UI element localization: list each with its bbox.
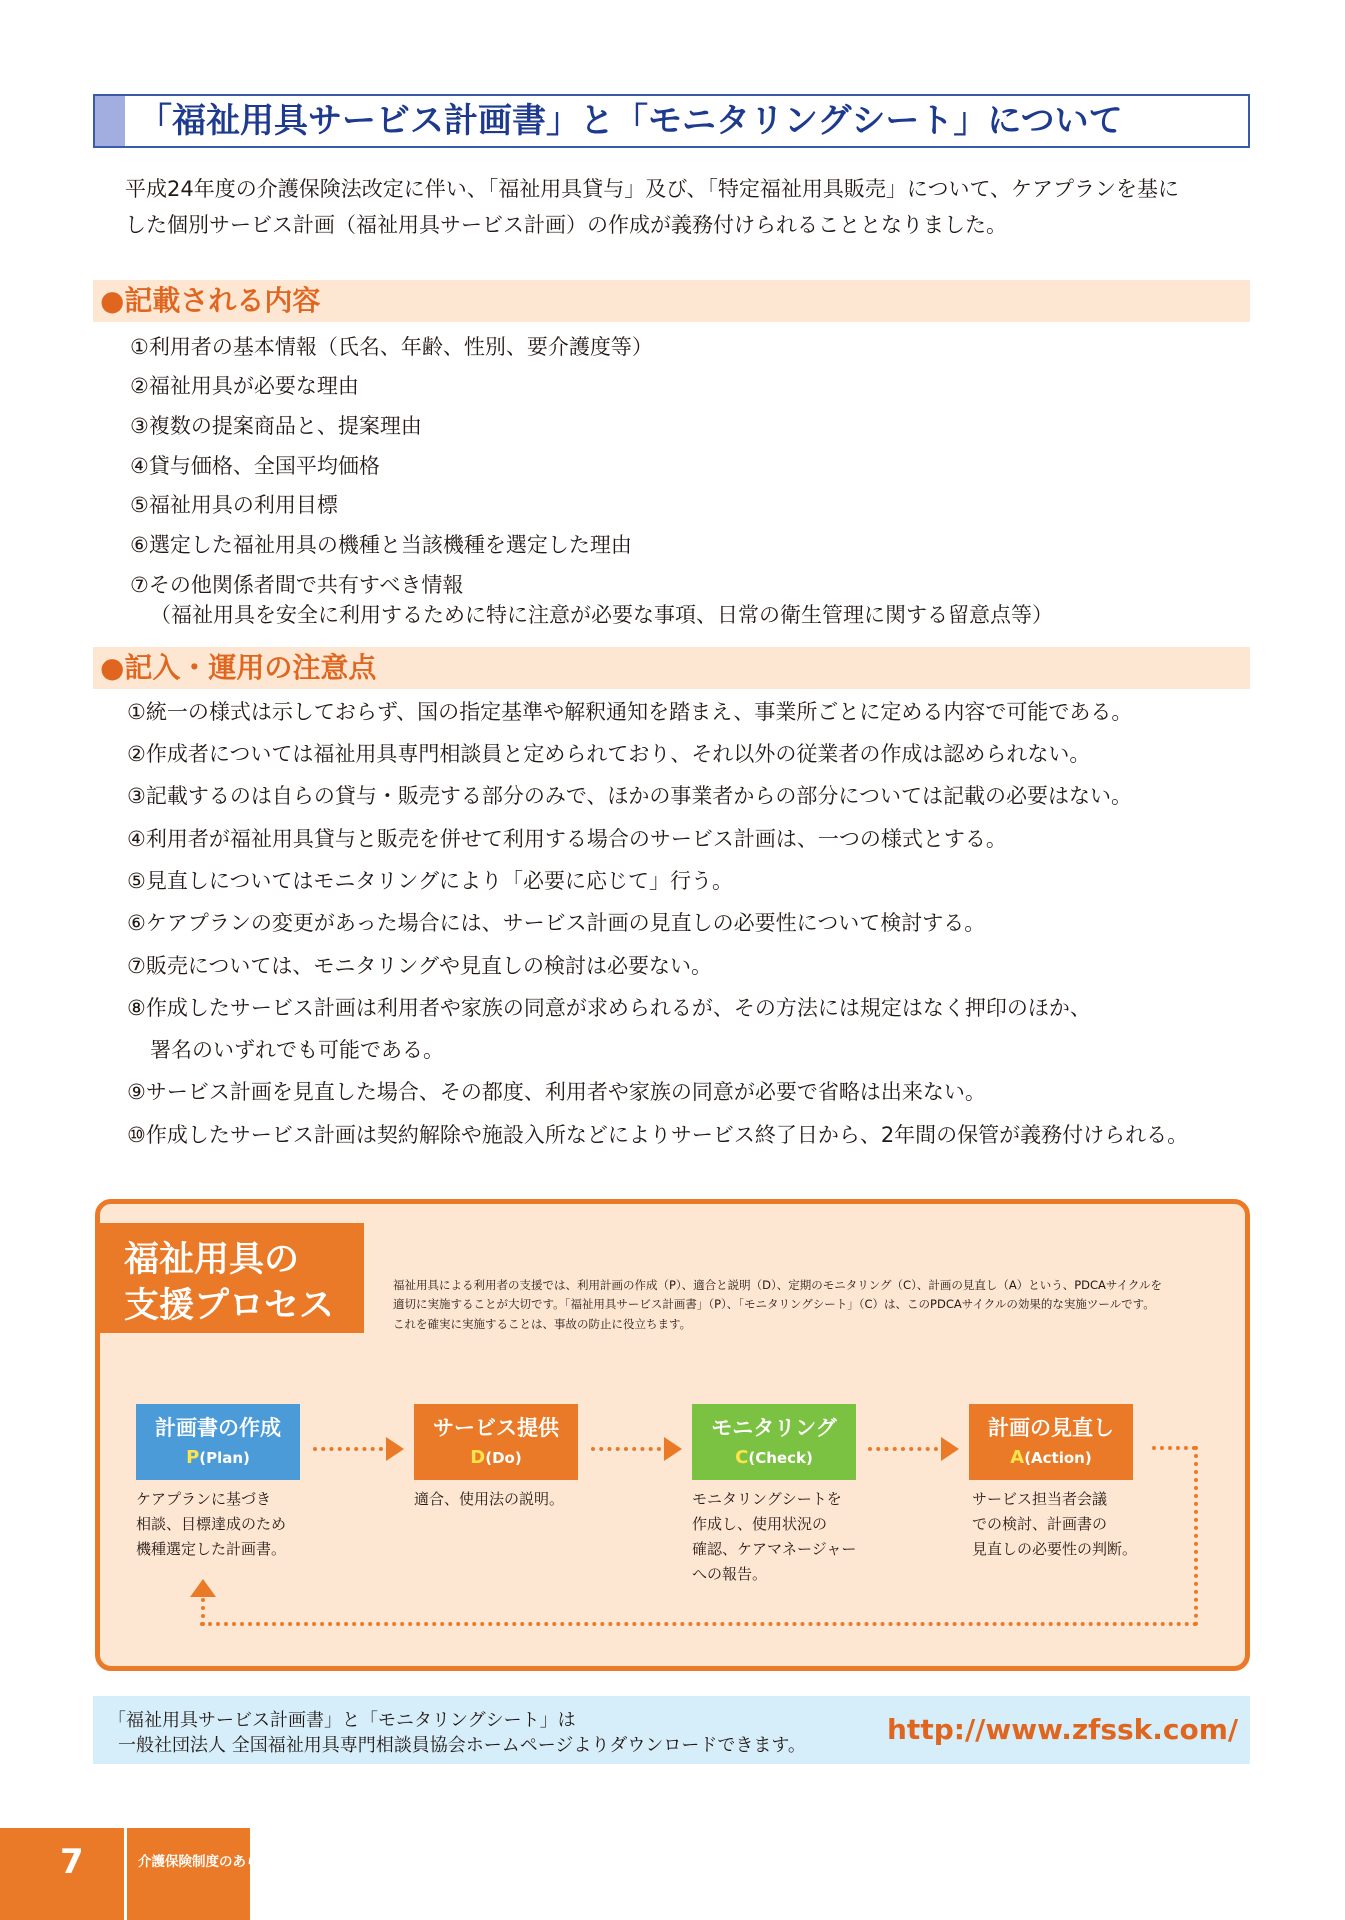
page-number: 7 — [60, 1842, 84, 1882]
notes-item: ①統一の様式は示しておらず、国の指定基準や解釈通知を踏まえ、事業所ごとに定める内容で可能である。 — [127, 700, 1133, 724]
notes-item: ⑧作成したサービス計画は利用者や家族の同意が求められるが、その方法には規定はなく押印のほか、 — [127, 996, 1091, 1020]
arrow-up-icon — [190, 1579, 216, 1597]
download-url-link[interactable]: http://www.zfssk.com/ — [887, 1713, 1239, 1746]
footer-divider — [124, 1828, 127, 1920]
flow-arrow-line — [591, 1447, 661, 1451]
step-check-name: モニタリング — [711, 1416, 837, 1440]
title-accent-bar — [95, 96, 125, 146]
arrow-right-icon — [386, 1437, 404, 1461]
notes-item: ⑨サービス計画を見直した場合、その都度、利用者や家族の同意が必要で省略は出来ない。 — [127, 1080, 986, 1104]
cycle-line-up — [201, 1598, 205, 1626]
contents-item: ②福祉用具が必要な理由 — [130, 374, 359, 398]
step-plan-code: P(Plan) — [186, 1447, 250, 1468]
page-title: 「福祉用具サービス計画書」と「モニタリングシート」について — [138, 101, 1123, 141]
contents-item: ⑤福祉用具の利用目標 — [130, 493, 338, 517]
step-action-code: A(Action) — [1010, 1447, 1092, 1468]
notes-item: ⑥ケアプランの変更があった場合には、サービス計画の見直しの必要性について検討する。 — [127, 911, 986, 935]
notes-item: ⑩作成したサービス計画は契約解除や施設入所などによりサービス終了日から、2年間の保管が義務付けられる。 — [127, 1123, 1189, 1147]
notes-item: ②作成者については福祉用具専門相談員と定められており、それ以外の従業者の作成は認められない。 — [127, 742, 1091, 766]
intro-line-1: 平成24年度の介護保険法改定に伴い、「福祉用具貸与」及び、「特定福祉用具販売」について、ケアプランを基に — [125, 177, 1180, 201]
step-plan-name: 計画書の作成 — [155, 1416, 281, 1440]
notes-item-continued: 署名のいずれでも可能である。 — [150, 1038, 444, 1062]
download-line-1: 「福祉用具サービス計画書」と「モニタリングシート」は — [108, 1710, 576, 1731]
arrow-right-icon — [664, 1437, 682, 1461]
notes-item: ④利用者が福祉用具貸与と販売を併せて利用する場合のサービス計画は、一つの様式とする。 — [127, 827, 1007, 851]
step-do-code: D(Do) — [470, 1447, 522, 1468]
process-title-line-2: 支援プロセス — [124, 1286, 335, 1326]
section-notes-heading: ●記入・運用の注意点 — [100, 651, 377, 684]
arrow-right-icon — [941, 1437, 959, 1461]
footer-label: 介護保険制度のあらまし — [138, 1854, 287, 1870]
process-description-line: 福祉用具による利用者の支援では、利用計画の作成（P）、適合と説明（D）、定期のモニタリング（C）、計画の見直し（A）という、PDCAサイクルを — [393, 1278, 1163, 1292]
step-action — [969, 1404, 1133, 1480]
step-do-name: サービス提供 — [433, 1416, 559, 1440]
intro-line-2: した個別サービス計画（福祉用具サービス計画）の作成が義務付けられることとなりました。 — [125, 213, 1007, 237]
notes-item: ⑤見直しについてはモニタリングにより「必要に応じて」行う。 — [127, 869, 733, 893]
step-check-code: C(Check) — [735, 1447, 813, 1468]
section-contents-heading: ●記載される内容 — [100, 284, 321, 317]
step-plan-desc: ケアプランに基づき 相談、目標達成のため 機種選定した計画書。 — [136, 1490, 287, 1558]
step-action-desc: サービス担当者会議 での検討、計画書の 見直しの必要性の判断。 — [972, 1490, 1138, 1558]
cycle-line-down — [1194, 1446, 1198, 1626]
contents-item: ⑦その他関係者間で共有すべき情報 — [130, 573, 464, 597]
step-check-desc: モニタリングシートを 作成し、使用状況の 確認、ケアマネージャー への報告。 — [692, 1490, 857, 1583]
process-description-line: 適切に実施することが大切です。「福祉用具サービス計画書」（P）、「モニタリングシート」（C）は、このPDCAサイクルの効果的な実施ツールです。 — [393, 1297, 1155, 1311]
notes-item: ③記載するのは自らの貸与・販売する部分のみで、ほかの事業者からの部分については記載の必要はない。 — [127, 784, 1132, 808]
cycle-line-back — [200, 1622, 1198, 1626]
step-do — [414, 1404, 578, 1480]
contents-item: ③複数の提案商品と、提案理由 — [130, 414, 422, 438]
step-check — [692, 1404, 856, 1480]
notes-item: ⑦販売については、モニタリングや見直しの検討は必要ない。 — [127, 954, 712, 978]
step-action-name: 計画の見直し — [988, 1416, 1114, 1440]
download-line-2: 一般社団法人 全国福祉用具専門相談員協会ホームページよりダウンロードできます。 — [118, 1735, 806, 1756]
flow-arrow-line — [868, 1447, 938, 1451]
contents-item: ①利用者の基本情報（氏名、年齢、性別、要介護度等） — [130, 335, 653, 359]
flow-arrow-line — [313, 1447, 383, 1451]
contents-item: ④貸与価格、全国平均価格 — [130, 454, 380, 478]
cycle-line-out — [1152, 1446, 1196, 1450]
step-plan — [136, 1404, 300, 1480]
contents-item-note: （福祉用具を安全に利用するために特に注意が必要な事項、日常の衛生管理に関する留意点等） — [150, 603, 1053, 627]
contents-item: ⑥選定した福祉用具の機種と当該機種を選定した理由 — [130, 533, 632, 557]
process-description-line: これを確実に実施することは、事故の防止に役立ちます。 — [393, 1317, 692, 1331]
process-title-line-1: 福祉用具の — [124, 1240, 300, 1280]
step-do-desc: 適合、使用法の説明。 — [414, 1490, 565, 1508]
